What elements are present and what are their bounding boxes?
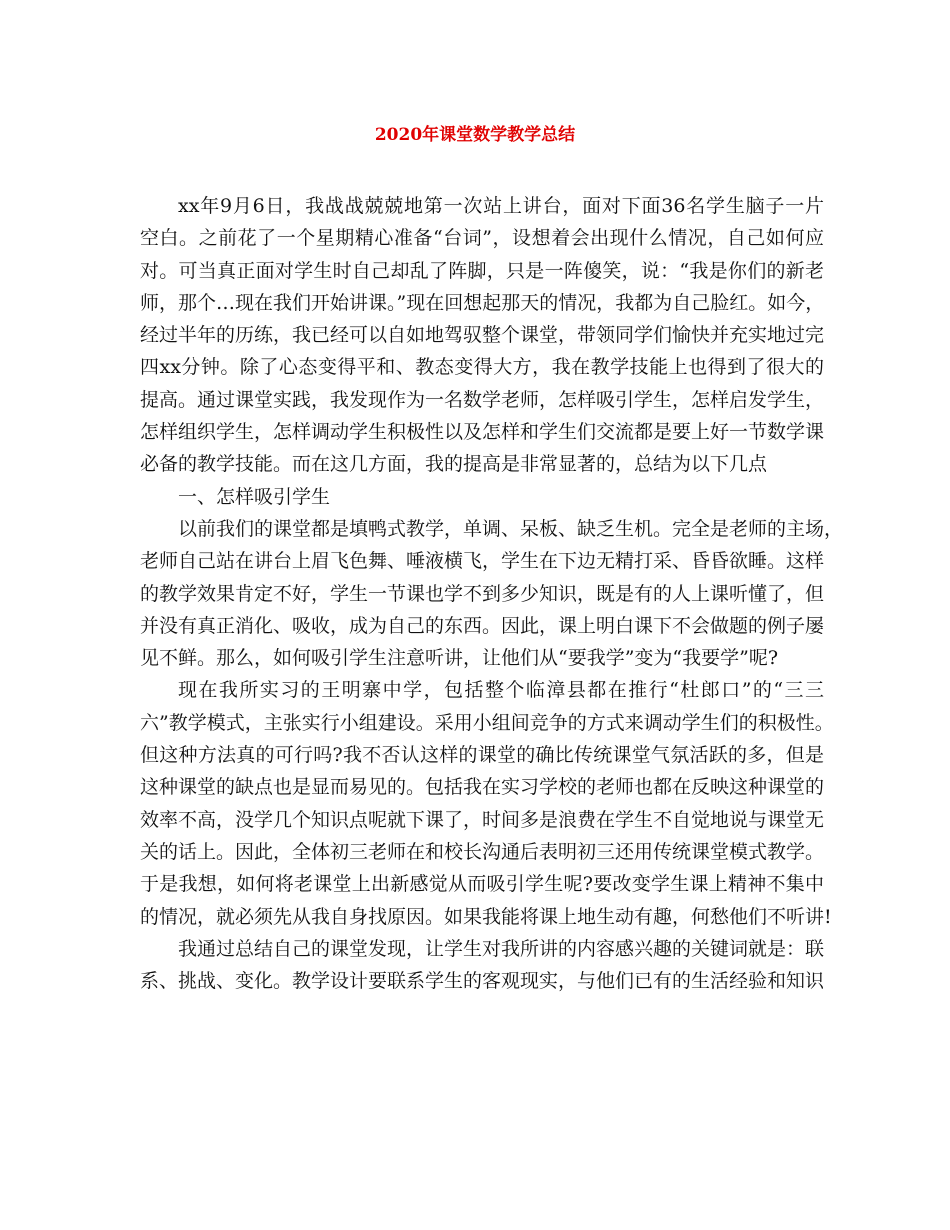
document-title: 2020年课堂数学教学总结	[374, 125, 576, 145]
text-line: 必备的教学技能。而在这几方面，我的提高是非常显著的，总结为以下几点	[140, 453, 768, 476]
text-line: 六”教学模式，主张实行小组建设。采用小组间竞争的方式来调动学生们的积极性。	[140, 711, 834, 734]
text-line: 一、怎样吸引学生	[178, 485, 331, 508]
text-line: 的教学效果肯定不好，学生一节课也学不到多少知识，既是有的人上课听懂了，但	[140, 582, 825, 605]
text-line: 经过半年的历练，我已经可以自如地驾驭整个课堂，带领同学们愉快并充实地过完	[140, 324, 825, 347]
text-line: 的情况，就必须先从我自身找原因。如果我能将课上地生动有趣，何愁他们不听讲!	[140, 905, 832, 928]
text-line: 关的话上。因此，全体初三老师在和校长沟通后表明初三还用传统课堂模式教学。	[140, 840, 825, 863]
text-line: 但这种方法真的可行吗?我不否认这样的课堂的确比传统课堂气氛活跃的多，但是	[140, 744, 824, 767]
text-line: 于是我想，如何将老课堂上出新感觉从而吸引学生呢?要改变学生课上精神不集中	[140, 873, 824, 896]
text-line: 怎样组织学生，怎样调动学生积极性以及怎样和学生们交流都是要上好一节数学课	[140, 421, 825, 444]
text-line: 老师自己站在讲台上眉飞色舞、唾液横飞，学生在下边无精打采、昏昏欲睡。这样	[140, 550, 825, 573]
text-line: 系、挑战、变化。教学设计要联系学生的客观现实，与他们已有的生活经验和知识	[140, 970, 825, 993]
text-line: 师，那个…现在我们开始讲课。”现在回想起那天的情况，我都为自己脸红。如今，	[140, 291, 825, 314]
text-line: xx年9月6日，我战战兢兢地第一次站上讲台，面对下面36名学生脑子一片	[178, 195, 824, 217]
text-line: 现在我所实习的王明寨中学，包括整个临漳县都在推行“杜郎口”的“三三	[178, 679, 824, 702]
text-line: 效率不高，没学几个知识点呢就下课了，时间多是浪费在学生不自觉地说与课堂无	[140, 808, 825, 831]
text-line: 空白。之前花了一个星期精心准备“台词”，设想着会出现什么情况，自己如何应	[140, 227, 824, 250]
text-line: 四xx分钟。除了心态变得平和、教态变得大方，我在教学技能上也得到了很大的	[140, 356, 824, 379]
text-line: 提高。通过课堂实践，我发现作为一名数学老师，怎样吸引学生，怎样启发学生，	[140, 388, 825, 411]
text-line: 对。可当真正面对学生时自己却乱了阵脚，只是一阵傻笑，说：“我是你们的新老	[140, 259, 824, 282]
text-line: 以前我们的课堂都是填鸭式教学，单调、呆板、缺乏生机。完全是老师的主场，	[178, 517, 844, 540]
document-body	[140, 190, 844, 997]
text-line: 我通过总结自己的课堂发现，让学生对我所讲的内容感兴趣的关键词就是：联	[178, 937, 825, 960]
text-line: 见不鲜。那么，如何吸引学生注意听讲，让他们从“要我学”变为“我要学”呢?	[140, 647, 779, 670]
text-line: 这种课堂的缺点也是显而易见的。包括我在实习学校的老师也都在反映这种课堂的	[140, 776, 825, 799]
text-line: 并没有真正消化、吸收，成为自己的东西。因此，课上明白课下不会做题的例子屡	[140, 614, 825, 637]
